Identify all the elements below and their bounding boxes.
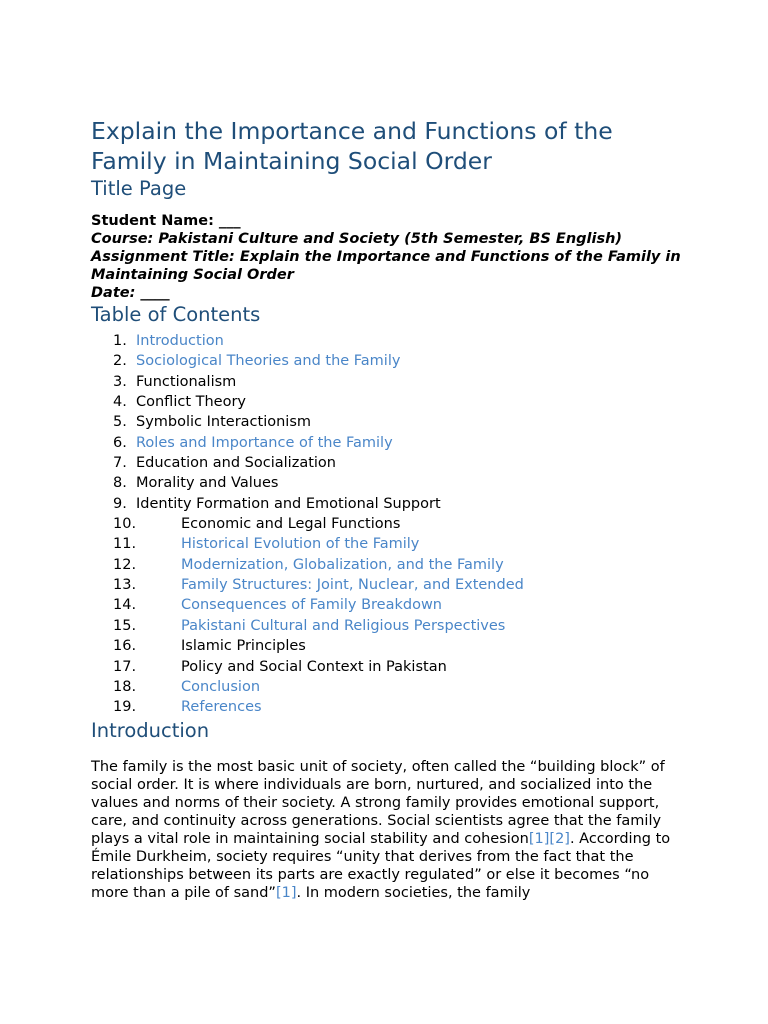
toc-item[interactable]: [91, 534, 681, 554]
intro-text-part: . According to Émile Durkheim, society requires “unity that derives from the fact that the relationships between its parts are exactly regulated” or else it becomes “no more than a pile of sand”: [91, 830, 671, 901]
toc-item: [91, 392, 681, 412]
toc-heading: Table of Contents: [91, 303, 261, 326]
toc-item-link[interactable]: Introduction: [136, 333, 224, 349]
toc-item[interactable]: [91, 677, 681, 697]
toc-item[interactable]: [91, 697, 681, 717]
title-page-meta: [91, 212, 681, 302]
toc-item: [91, 473, 681, 493]
toc-item-number: 12.: [113, 556, 137, 573]
toc-item-link[interactable]: Sociological Theories and the Family: [136, 353, 401, 370]
toc-item-link[interactable]: Roles and Importance of the Family: [136, 434, 393, 451]
toc-item-label: Functionalism: [136, 373, 237, 390]
toc-item: [91, 453, 681, 473]
date-label: Date:: [91, 285, 136, 301]
toc-item-number: 16.: [113, 638, 137, 655]
toc-item: [91, 657, 681, 677]
citation-link[interactable]: [2]: [549, 830, 570, 847]
intro-text-part: The family is the most basic unit of society, often called the “building block” of social order. It is where individuals are born, nurtured, and socialized into the values and norms of their society. A strong family provides emotional support, care, and continuity across generations. Social scientists agree that the family plays a vital role in maintaining social stability and cohesion: [91, 758, 665, 847]
toc-item-number: 15.: [113, 617, 137, 634]
toc-item[interactable]: [91, 616, 681, 636]
toc-item[interactable]: [91, 575, 681, 595]
toc-item-label: Islamic Principles: [181, 638, 306, 655]
toc-item-link[interactable]: Pakistani Cultural and Religious Perspectives: [181, 617, 506, 634]
toc-item[interactable]: [91, 595, 681, 615]
toc-item: [91, 372, 681, 392]
toc-item-label: Economic and Legal Functions: [181, 516, 401, 533]
toc-item-number: 11.: [113, 536, 137, 553]
toc-item-link[interactable]: Family Structures: Joint, Nuclear, and Extended: [181, 577, 524, 594]
toc-item-label: Morality and Values: [136, 475, 279, 492]
introduction-heading: Introduction: [91, 718, 210, 742]
toc-item: [91, 636, 681, 656]
toc-item-link[interactable]: Modernization, Globalization, and the Family: [181, 556, 504, 573]
toc-item-number: 1.: [113, 333, 127, 349]
toc-item-number: 4.: [113, 394, 127, 411]
toc-item-number: 13.: [113, 577, 137, 594]
title-page-heading: Title Page: [91, 177, 187, 200]
toc-item: [91, 514, 681, 534]
toc-item[interactable]: [91, 433, 681, 453]
toc-item-link[interactable]: Historical Evolution of the Family: [181, 536, 420, 553]
toc-item: [91, 494, 681, 514]
toc-item-number: 9.: [113, 495, 127, 512]
toc-item[interactable]: [91, 555, 681, 575]
citation-link[interactable]: [1]: [275, 884, 297, 901]
toc-item-link[interactable]: Conclusion: [181, 678, 261, 695]
toc-item: [91, 412, 681, 432]
toc-item-number: 18.: [113, 678, 137, 695]
toc-item-number: 8.: [113, 475, 127, 492]
toc-item-link[interactable]: References: [181, 699, 262, 716]
course-line: Course: Pakistani Culture and Society (5th Semester, BS English): [91, 231, 623, 247]
toc-item-number: 10.: [113, 516, 137, 533]
student-name-label: Student Name:: [91, 213, 214, 229]
toc-item-link[interactable]: Consequences of Family Breakdown: [181, 597, 442, 614]
toc-item[interactable]: [91, 351, 681, 371]
document-title: Explain the Importance and Functions of the Family in Maintaining Social Order: [91, 117, 613, 175]
student-name-line: [91, 212, 681, 230]
assignment-title-line: Assignment Title: Explain the Importance and Functions of the Family in Maintaining Social Order: [91, 249, 681, 283]
table-of-contents: [91, 331, 681, 718]
document-body: [91, 116, 681, 902]
toc-item-label: Symbolic Interactionism: [136, 414, 311, 431]
toc-item-label: Conflict Theory: [136, 394, 246, 411]
date-value: ____: [135, 285, 170, 301]
toc-item-number: 6.: [113, 434, 127, 451]
intro-text-part: . In modern societies, the family: [296, 884, 531, 901]
toc-item-label: Education and Socialization: [136, 455, 336, 472]
toc-item[interactable]: [91, 331, 681, 351]
introduction-paragraph: [91, 758, 676, 902]
toc-item-label: Policy and Social Context in Pakistan: [181, 658, 447, 675]
toc-item-number: 7.: [113, 455, 127, 472]
toc-item-number: 17.: [113, 658, 137, 675]
toc-item-number: 19.: [113, 699, 137, 716]
toc-item-number: 14.: [113, 597, 137, 614]
toc-item-number: 5.: [113, 414, 127, 431]
toc-item-number: 3.: [113, 373, 127, 390]
date-line: [91, 284, 681, 302]
toc-item-label: Identity Formation and Emotional Support: [136, 495, 441, 512]
toc-item-number: 2.: [113, 353, 127, 370]
student-name-value: ___: [213, 213, 241, 229]
citation-link[interactable]: [1]: [528, 830, 550, 847]
